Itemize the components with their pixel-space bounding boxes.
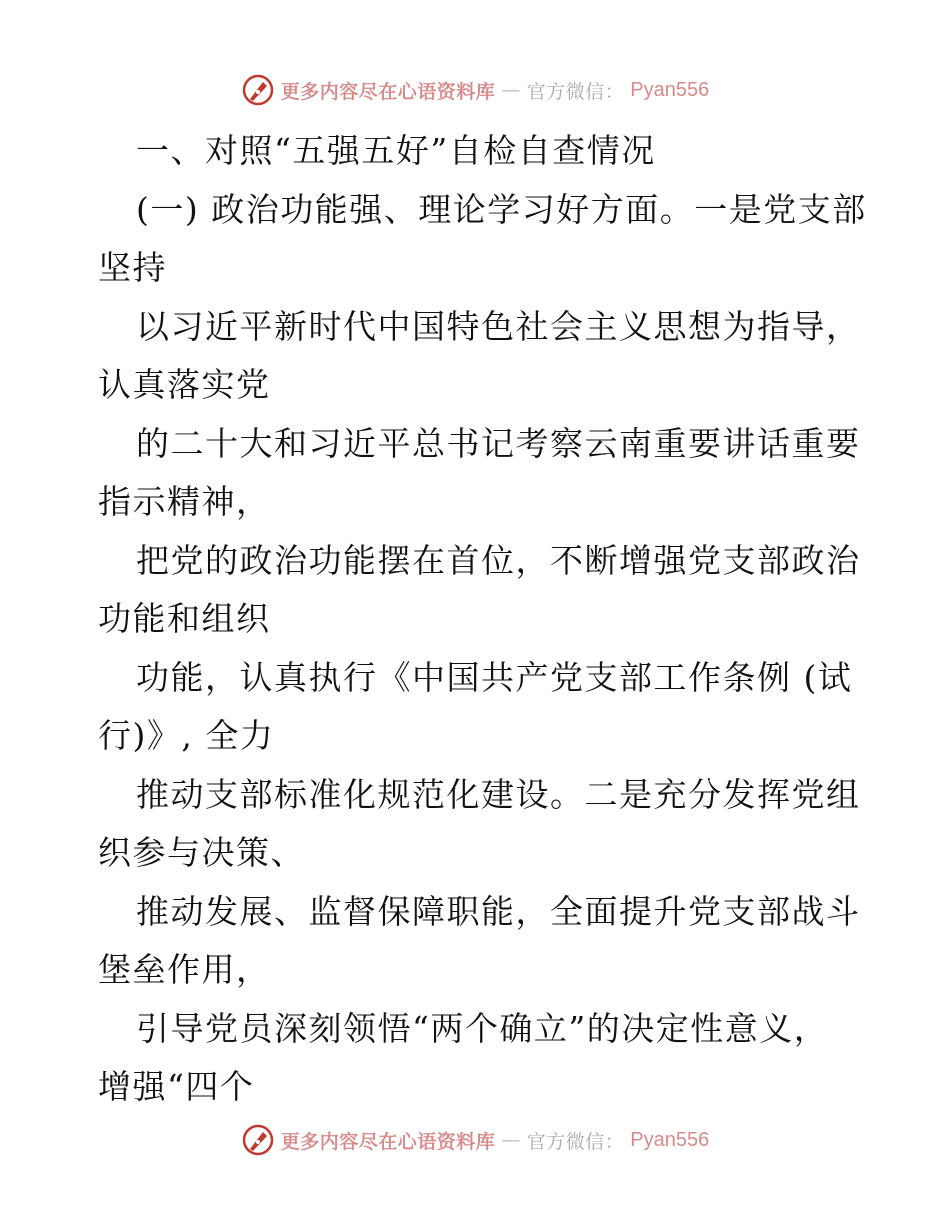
- watermark-sub-text: 官方微信：: [526, 1130, 625, 1153]
- paragraph-line: 把党的政治功能摆在首位，不断增强党支部政治: [136, 540, 861, 580]
- paragraph-line: 堡垒作用，: [98, 950, 271, 989]
- watermark-main-text: 更多内容尽在心语资料库: [280, 1130, 496, 1153]
- watermark-main-text: 更多内容尽在心语资料库: [280, 80, 496, 103]
- paragraph-line: 推动支部标准化规范化建设。二是充分发挥党组: [136, 774, 861, 814]
- paragraph-line: 推动发展、监督保障职能，全面提升党支部战斗: [136, 891, 861, 931]
- paragraph-line: 行)》, 全力: [98, 716, 275, 755]
- paragraph-line: 功能和组织: [98, 599, 271, 638]
- paragraph-line: 的二十大和习近平总书记考察云南重要讲话重要: [136, 423, 861, 463]
- paragraph-line: 坚持: [98, 248, 167, 287]
- watermark-dash: —: [501, 1129, 521, 1151]
- paragraph-line: 增强“四个: [98, 1067, 255, 1106]
- paragraph-line: 织参与决策、: [98, 833, 305, 872]
- footer-watermark: [0, 1120, 950, 1160]
- watermark-id: Pyan556: [630, 78, 710, 101]
- paragraph-line: 认真落实党: [98, 365, 271, 404]
- document-body: [98, 122, 867, 1117]
- paragraph-line: 引导党员深刻领悟“两个确立”的决定性意义，: [136, 1008, 829, 1048]
- paragraph-line: 功能，认真执行《中国共产党支部工作条例 (试: [136, 657, 853, 697]
- watermark-id: Pyan556: [630, 1128, 710, 1151]
- watermark-dash: —: [501, 79, 521, 101]
- paragraph-line: 以习近平新时代中国特色社会主义思想为指导，: [136, 306, 861, 346]
- pen-nib-circle-icon: [241, 1123, 275, 1157]
- paragraph-line: (一) 政治功能强、理论学习好方面。一是党支部: [136, 189, 867, 229]
- section-heading: 一、对照“五强五好”自检自查情况: [136, 131, 656, 170]
- watermark-sub-text: 官方微信：: [526, 80, 625, 103]
- pen-nib-circle-icon: [241, 73, 275, 107]
- paragraph-line: 指示精神，: [98, 482, 271, 521]
- header-watermark: [0, 70, 950, 110]
